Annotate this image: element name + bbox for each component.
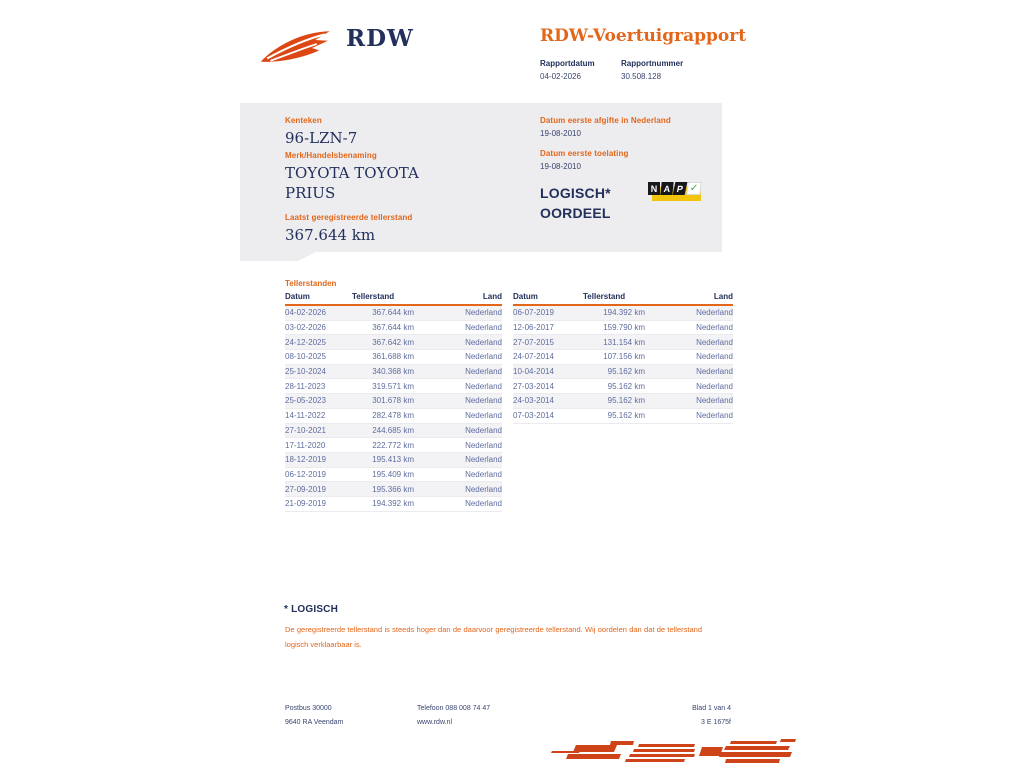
cell-datum: 04-02-2026 — [285, 305, 352, 320]
cell-land: Nederland — [438, 394, 502, 409]
table-row — [285, 438, 502, 453]
cell-tellerstand: 301.678 km — [352, 394, 438, 409]
cell-tellerstand: 159.790 km — [583, 320, 671, 335]
merk-value-line1: TOYOTA TOYOTA — [285, 164, 419, 182]
cell-land: Nederland — [438, 408, 502, 423]
field-tellerstand — [285, 213, 412, 245]
verdict-line1: LOGISCH* — [540, 185, 611, 201]
cell-land: Nederland — [671, 320, 733, 335]
table-row — [513, 394, 733, 409]
cell-datum: 03-02-2026 — [285, 320, 352, 335]
report-meta — [540, 59, 746, 81]
cell-land: Nederland — [438, 423, 502, 438]
cell-tellerstand: 95.162 km — [583, 408, 671, 423]
cell-datum: 27-03-2014 — [513, 379, 583, 394]
cell-datum: 27-09-2019 — [285, 482, 352, 497]
report-number — [621, 59, 683, 81]
col-header-tellerstand: Tellerstand — [352, 292, 438, 305]
cell-tellerstand: 195.409 km — [352, 467, 438, 482]
cell-tellerstand: 95.162 km — [583, 394, 671, 409]
report-header — [540, 26, 746, 81]
page-title: RDW-Voertuigrapport — [540, 26, 747, 46]
cell-land: Nederland — [671, 335, 733, 350]
table-row — [285, 482, 502, 497]
cell-datum: 18-12-2019 — [285, 452, 352, 467]
cell-datum: 08-10-2025 — [285, 350, 352, 365]
cell-datum: 27-07-2015 — [513, 335, 583, 350]
cell-datum: 25-10-2024 — [285, 364, 352, 379]
cell-land: Nederland — [438, 496, 502, 511]
cell-tellerstand: 367.642 km — [352, 335, 438, 350]
table-row — [513, 408, 733, 423]
cell-datum: 06-12-2019 — [285, 467, 352, 482]
cell-land: Nederland — [438, 438, 502, 453]
tellerstanden-title: Tellerstanden — [285, 279, 337, 288]
table-row — [513, 350, 733, 365]
report-number-label: Rapportnummer — [621, 59, 684, 68]
cell-land: Nederland — [671, 350, 733, 365]
cell-tellerstand: 361.688 km — [352, 350, 438, 365]
col-header-tellerstand: Tellerstand — [583, 292, 671, 305]
cell-datum: 27-10-2021 — [285, 423, 352, 438]
cell-datum: 07-03-2014 — [513, 408, 583, 423]
cell-datum: 28-11-2023 — [285, 379, 352, 394]
cell-tellerstand: 319.571 km — [352, 379, 438, 394]
cell-land: Nederland — [671, 305, 733, 320]
field-eerste-afgifte — [540, 116, 671, 138]
cell-tellerstand: 95.162 km — [583, 379, 671, 394]
cell-land: Nederland — [438, 320, 502, 335]
merk-label: Merk/Handelsbenaming — [285, 151, 377, 160]
col-header-land: Land — [438, 292, 502, 305]
table-row — [513, 320, 733, 335]
table-row — [285, 408, 502, 423]
col-header-datum: Datum — [513, 292, 583, 305]
tellerstand-label: Laatst geregistreerde tellerstand — [285, 213, 413, 222]
table-row — [285, 364, 502, 379]
eerste-toelating-label: Datum eerste toelating — [540, 149, 629, 158]
table-row — [285, 423, 502, 438]
eerste-afgifte-value: 19-08-2010 — [540, 129, 581, 138]
table-row — [285, 394, 502, 409]
cell-land: Nederland — [438, 335, 502, 350]
nap-letter-tile: P — [673, 182, 688, 195]
table-row — [285, 350, 502, 365]
cell-datum: 17-11-2020 — [285, 438, 352, 453]
cell-tellerstand: 107.156 km — [583, 350, 671, 365]
table-row — [285, 335, 502, 350]
table-row — [285, 467, 502, 482]
nap-letter-tile: A — [660, 182, 673, 195]
rdw-bird-icon — [256, 24, 336, 68]
footer-website: www.rdw.nl — [417, 719, 453, 726]
cell-datum: 25-05-2023 — [285, 394, 352, 409]
cell-land: Nederland — [671, 379, 733, 394]
cell-datum: 24-03-2014 — [513, 394, 583, 409]
nap-logo-tiles — [648, 182, 702, 195]
cell-datum: 24-07-2014 — [513, 350, 583, 365]
cell-land: Nederland — [438, 482, 502, 497]
field-kenteken — [285, 116, 357, 148]
eerste-afgifte-label: Datum eerste afgifte in Nederland — [540, 116, 671, 125]
report-date-value: 04-02-2026 — [540, 72, 581, 81]
nap-letter-tile: N — [648, 182, 660, 195]
cell-tellerstand: 367.644 km — [352, 320, 438, 335]
tellerstanden-table-left — [285, 292, 502, 512]
footer-pagination — [692, 702, 731, 730]
report-date-label: Rapportdatum — [540, 59, 595, 68]
cell-tellerstand: 194.392 km — [583, 305, 671, 320]
cell-datum: 14-11-2022 — [285, 408, 352, 423]
table-row — [513, 335, 733, 350]
table-row — [513, 305, 733, 320]
cell-land: Nederland — [438, 350, 502, 365]
vehicle-summary-box — [240, 103, 722, 252]
cell-land: Nederland — [671, 364, 733, 379]
cell-tellerstand: 367.644 km — [352, 305, 438, 320]
table-header-row — [513, 292, 733, 305]
footer-address-line1: Postbus 30000 — [285, 705, 332, 712]
cell-tellerstand: 95.162 km — [583, 364, 671, 379]
col-header-datum: Datum — [285, 292, 352, 305]
tellerstanden-table-right — [513, 292, 733, 424]
tellerstanden-section — [285, 279, 733, 509]
cell-datum: 12-06-2017 — [513, 320, 583, 335]
explanation-body: De geregistreerde tellerstand is steeds hoger dan de daarvoor geregistreerde tellerstand. Wij oordelen dan dat de tellerstand logisch verklaarbaar is. — [285, 625, 702, 649]
cell-land: Nederland — [671, 408, 733, 423]
cell-datum: 24-12-2025 — [285, 335, 352, 350]
cell-tellerstand: 194.392 km — [352, 496, 438, 511]
table-row — [513, 364, 733, 379]
logo-wordmark: RDW — [346, 25, 414, 52]
cell-tellerstand: 282.478 km — [352, 408, 438, 423]
table-row — [285, 496, 502, 511]
verdict-line2: OORDEEL — [540, 205, 611, 221]
rdw-logo — [256, 24, 414, 68]
kenteken-value: 96-LZN-7 — [285, 129, 358, 147]
footer-form-code: 3 E 1675f — [701, 719, 731, 726]
table-row — [285, 452, 502, 467]
nap-check-icon: ✓ — [686, 182, 701, 195]
table-row — [285, 320, 502, 335]
explanation-heading: * LOGISCH — [284, 604, 339, 615]
field-eerste-toelating — [540, 149, 628, 171]
field-merk — [285, 151, 419, 203]
cell-tellerstand: 195.413 km — [352, 452, 438, 467]
cell-datum: 06-07-2019 — [513, 305, 583, 320]
cell-land: Nederland — [438, 364, 502, 379]
report-date — [540, 59, 607, 81]
table-row — [285, 379, 502, 394]
cell-land: Nederland — [438, 305, 502, 320]
cell-tellerstand: 340.368 km — [352, 364, 438, 379]
footer-page-number: Blad 1 van 4 — [692, 705, 731, 712]
verdict-explanation — [284, 604, 702, 652]
cell-land: Nederland — [438, 452, 502, 467]
table-header-row — [285, 292, 502, 305]
cell-datum: 10-04-2014 — [513, 364, 583, 379]
footer-address — [285, 702, 343, 730]
verdict-text — [540, 183, 611, 223]
col-header-land: Land — [671, 292, 733, 305]
merk-value-line2: PRIUS — [285, 184, 336, 202]
table-row — [513, 379, 733, 394]
footer-phone: Telefoon 088 008 74 47 — [417, 705, 491, 712]
cell-tellerstand: 222.772 km — [352, 438, 438, 453]
cell-land: Nederland — [438, 467, 502, 482]
footer-stripes-graphic — [545, 738, 797, 768]
cell-land: Nederland — [671, 394, 733, 409]
footer-contact — [417, 702, 490, 730]
tellerstand-value: 367.644 km — [285, 226, 376, 244]
cell-datum: 21-09-2019 — [285, 496, 352, 511]
table-row — [285, 305, 502, 320]
eerste-toelating-value: 19-08-2010 — [540, 162, 581, 171]
cell-tellerstand: 244.685 km — [352, 423, 438, 438]
cell-land: Nederland — [438, 379, 502, 394]
cell-tellerstand: 131.154 km — [583, 335, 671, 350]
report-number-value: 30.508.128 — [621, 72, 662, 81]
kenteken-label: Kenteken — [285, 116, 322, 125]
footer-address-line2: 9640 RA Veendam — [285, 719, 344, 726]
cell-tellerstand: 195.366 km — [352, 482, 438, 497]
nap-logo — [648, 182, 700, 199]
